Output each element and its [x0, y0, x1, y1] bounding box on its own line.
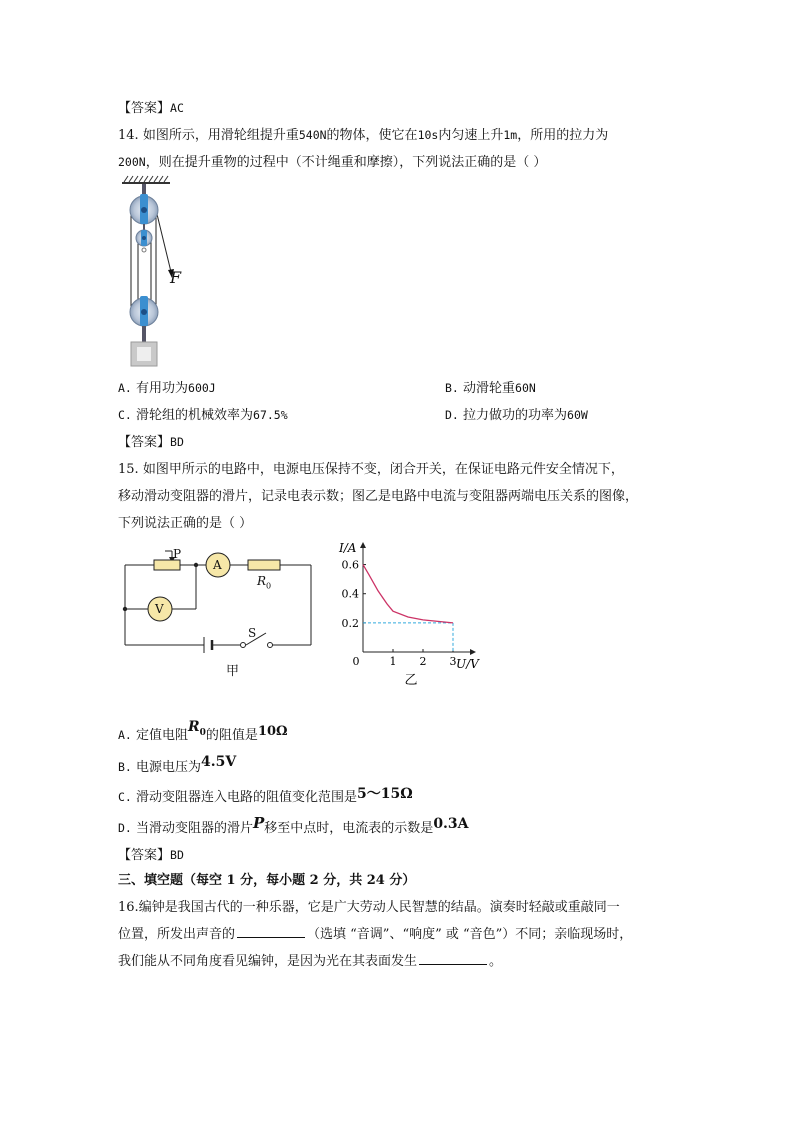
q14-height: 1m [503, 128, 518, 142]
answer-value: BD [170, 848, 184, 862]
option-symbol: P [253, 814, 265, 832]
voltmeter-label: V [155, 602, 164, 616]
answer-value: AC [170, 101, 184, 115]
option-text: 动滑轮重 [463, 381, 516, 396]
q16-line2 [118, 923, 632, 942]
option-value: 60W [567, 408, 588, 422]
q16-text: （选填 “音调”、“响度” 或 “音色”）不同；亲临现场时， [307, 927, 633, 942]
resistor-symbol: R [257, 574, 267, 588]
q16-line1 [118, 896, 620, 915]
resistor-label [257, 574, 271, 590]
iu-chart [335, 540, 479, 690]
slider-label: P [173, 547, 182, 561]
option-letter: A. [118, 728, 132, 742]
y-axis-label: I/A [339, 541, 357, 555]
origin-label: 0 [352, 655, 360, 668]
q15-line2 [118, 485, 638, 504]
q16-text: 我们能从不同角度看见编钟，是因为光在其表面发生 [118, 954, 418, 969]
ceiling [122, 176, 170, 183]
question-number: 16. [118, 900, 139, 915]
q14-option-c[interactable] [118, 404, 288, 423]
q14-option-b[interactable] [445, 377, 536, 396]
option-letter: B. [445, 381, 459, 395]
q15-text: 如图甲所示的电路中，电源电压保持不变，闭合开关，在保证电路元件安全情况下， [142, 462, 624, 477]
option-value: 4.5V [201, 754, 237, 770]
q14-weight: 540N [298, 128, 327, 142]
q15-option-d[interactable] [118, 814, 469, 840]
answer-q15 [118, 844, 184, 863]
option-text: 拉力做功的功率为 [463, 408, 568, 423]
option-letter: D. [118, 821, 132, 835]
fixed-pulley [130, 184, 158, 224]
q14-option-d[interactable] [445, 404, 588, 423]
q14-text: 如图所示，用滑轮组提升重 [142, 128, 299, 143]
q15-option-c[interactable] [118, 784, 413, 810]
resistor-subscript: 0 [266, 581, 272, 591]
q16-text: 位置，所发出声音的 [118, 927, 236, 942]
x-tick-label: 1 [389, 655, 397, 668]
ammeter-label: A [213, 558, 222, 572]
series-line [363, 565, 453, 623]
q14-time: 10s [417, 128, 439, 142]
answer-label: 【答案】 [118, 848, 171, 863]
answer-label: 【答案】 [118, 435, 171, 450]
y-tick-label: 0.6 [341, 558, 359, 572]
symbol-r: R [188, 719, 200, 735]
y-axis-arrow [360, 542, 366, 548]
q15-line1 [118, 458, 624, 477]
symbol-sub: 0 [199, 727, 206, 738]
ropes [131, 210, 172, 312]
option-value: 60N [515, 381, 536, 395]
option-value: 0.3A [433, 816, 469, 832]
option-value: 10Ω [257, 724, 288, 739]
option-text: 的阻值是 [205, 728, 258, 743]
option-text: 滑动变阻器连入电路的阻值变化范围是 [136, 790, 358, 805]
question-number: 14. [118, 128, 139, 143]
option-text: 滑轮组的机械效率为 [136, 408, 254, 423]
q16-text: 。 [489, 954, 503, 969]
q14-text: 内匀速上升 [438, 128, 504, 143]
q15-option-a[interactable] [118, 719, 288, 748]
option-text: 有用功为 [136, 381, 189, 396]
force-label: F [170, 268, 182, 287]
option-text: 当滑动变阻器的滑片 [136, 821, 254, 836]
q14-text: ，所用的拉力为 [517, 128, 609, 143]
option-symbol [188, 719, 206, 738]
q14-text: 的物体，使它在 [326, 128, 418, 143]
x-axis-label: U/V [456, 657, 479, 671]
option-letter: D. [445, 408, 459, 422]
q16-text: 编钟是我国古代的一种乐器，它是广大劳动人民智慧的结晶。演奏时轻敲或重敲同一 [138, 900, 620, 915]
circuit-caption: 甲 [226, 664, 240, 679]
answer-q14 [118, 431, 184, 450]
answer-value: BD [170, 435, 184, 449]
weight-block [131, 342, 157, 366]
movable-pulley [130, 296, 158, 342]
x-axis-arrow [470, 649, 476, 655]
rheostat [154, 560, 180, 570]
x-tick-label: 3 [449, 655, 457, 668]
option-value: 5～15Ω [357, 786, 413, 802]
pulley-figure [118, 172, 198, 370]
q14-line1 [118, 124, 608, 143]
option-text: 电源电压为 [136, 760, 202, 775]
option-text: 定值电阻 [136, 728, 189, 743]
section-heading [118, 869, 415, 888]
question-number: 15. [118, 462, 139, 477]
section-note: （每空 1 分，每小题 2 分，共 24 分） [183, 873, 416, 888]
q15-option-b[interactable] [118, 754, 236, 780]
q14-option-a[interactable] [118, 377, 216, 396]
y-tick-label: 0.4 [341, 587, 359, 601]
option-letter: B. [118, 760, 132, 774]
answer-blank-1[interactable] [237, 927, 305, 938]
option-letter: A. [118, 381, 132, 395]
q14-force: 200N [118, 155, 146, 169]
option-letter: C. [118, 790, 132, 804]
q15-line3 [118, 512, 252, 531]
q15-text: 下列说法正确的是（ ） [118, 516, 253, 531]
section-title: 三、填空题 [118, 873, 184, 888]
q16-line3 [118, 950, 502, 969]
q15-text: 移动滑动变阻器的滑片，记录电表示数；图乙是电路中电流与变阻器两端电压关系的图像， [118, 489, 639, 504]
q14-line2 [118, 151, 546, 170]
x-tick-label: 2 [419, 655, 427, 668]
answer-q13 [118, 97, 184, 116]
resistor-r0 [248, 560, 280, 570]
q14-text: ，则在提升重物的过程中（不计绳重和摩擦），下列说法正确的是（ ） [145, 155, 547, 170]
option-letter: C. [118, 408, 132, 422]
switch-label: S [248, 626, 257, 640]
answer-label: 【答案】 [118, 101, 171, 116]
option-value: 67.5% [253, 408, 288, 422]
option-text: 移至中点时，电流表的示数是 [264, 821, 434, 836]
battery [204, 637, 212, 653]
answer-blank-2[interactable] [419, 954, 487, 965]
chart-caption: 乙 [404, 673, 418, 688]
y-tick-label: 0.2 [341, 616, 359, 630]
option-value: 600J [188, 381, 216, 395]
